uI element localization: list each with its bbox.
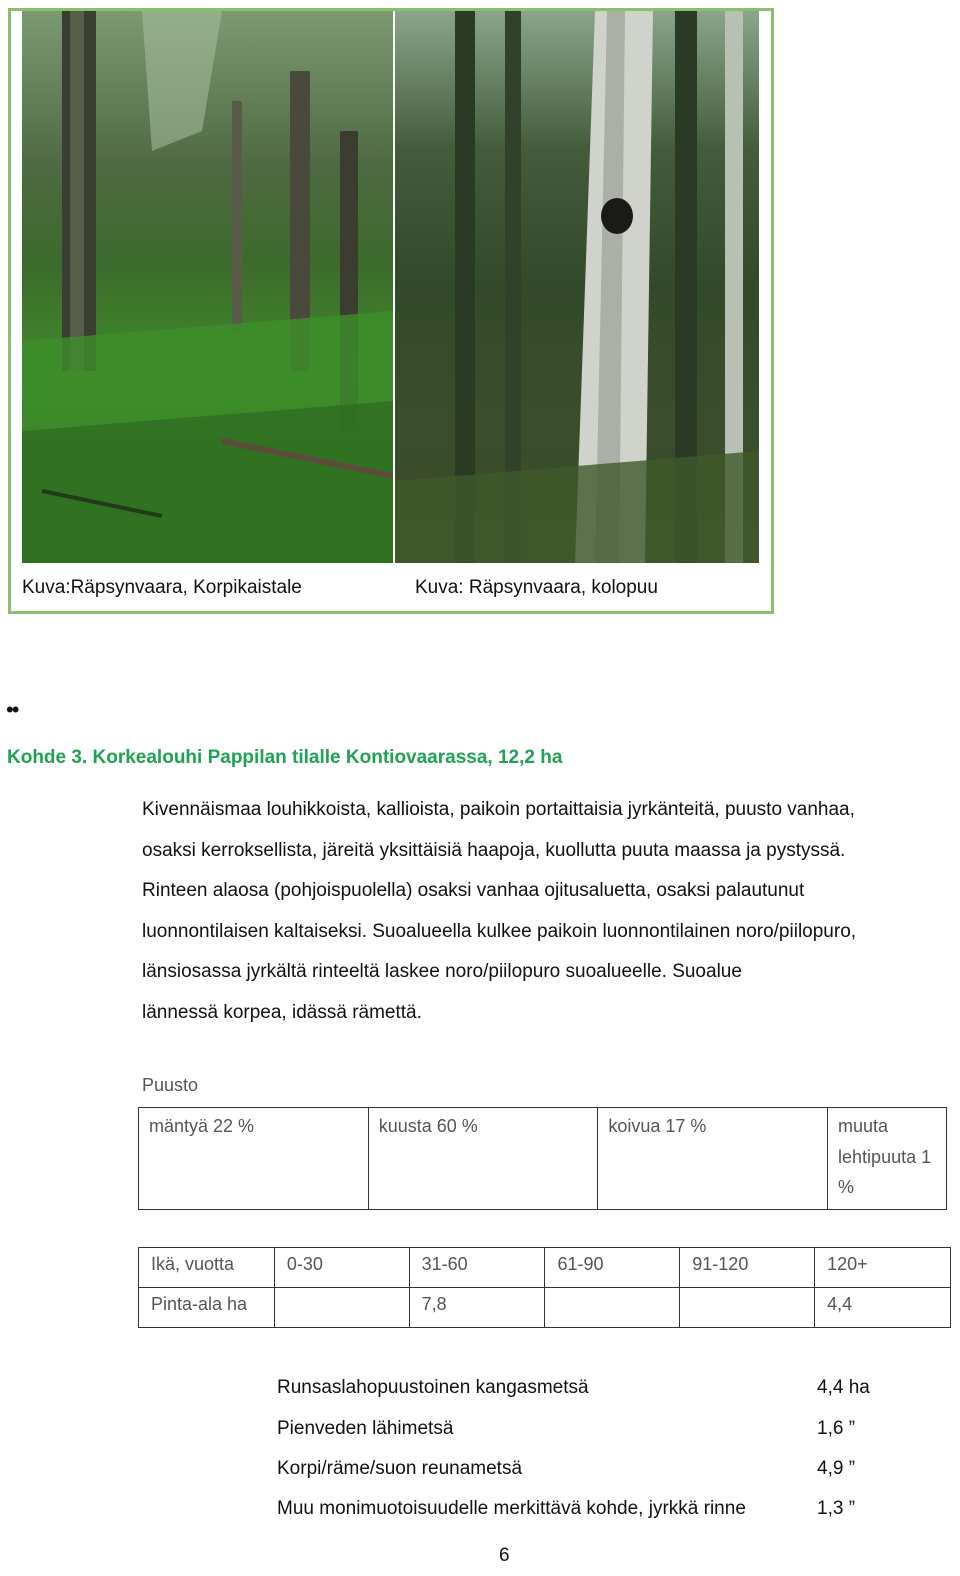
table-row — [139, 1248, 951, 1288]
table-row — [139, 1108, 947, 1210]
photo-frame — [8, 8, 774, 614]
table-header-cell: 61-90 — [545, 1248, 680, 1288]
table-row — [139, 1288, 951, 1328]
forest-photo-drawing — [22, 11, 393, 563]
habitat-value: 4,4 ha — [817, 1377, 870, 1398]
table-cell: Pinta-ala ha — [139, 1288, 275, 1328]
photo-caption-right: Kuva: Räpsynvaara, kolopuu — [415, 577, 658, 598]
puusto-label: Puusto — [142, 1075, 199, 1095]
table-cell: 4,4 — [815, 1288, 951, 1328]
species-cell: muuta lehtipuuta 1 % — [828, 1108, 947, 1210]
table-header-cell: 31-60 — [409, 1248, 545, 1288]
table-header-cell: 0-30 — [274, 1248, 409, 1288]
species-cell: mäntyä 22 % — [139, 1108, 369, 1210]
description-paragraph — [142, 790, 952, 1033]
habitat-value: 1,6 ” — [817, 1418, 856, 1439]
page-number: 6 — [499, 1545, 510, 1566]
table-header-cell: 91-120 — [680, 1248, 815, 1288]
photo-caption-left: Kuva:Räpsynvaara, Korpikaistale — [22, 577, 302, 598]
species-cell: koivua 17 % — [598, 1108, 828, 1210]
table-header-cell: 120+ — [815, 1248, 951, 1288]
paragraph-line: Kivennäismaa louhikkoista, kallioista, paikoin portaittaisia jyrkänteitä, puusto vanhaa, — [142, 799, 855, 820]
species-cell: kuusta 60 % — [368, 1108, 598, 1210]
paragraph-line: osaksi kerroksellista, järeitä yksittäisiä haapoja, kuollutta puuta maassa ja pystyssä. — [142, 839, 846, 861]
habitat-name: Muu monimuotoisuudelle merkittävä kohde, jyrkkä rinne — [277, 1498, 746, 1519]
table-cell — [274, 1288, 409, 1328]
paragraph-line: lännessä korpea, idässä rämettä. — [142, 1001, 422, 1023]
paragraph-line: Rinteen alaosa (pohjoispuolella) osaksi vanhaa ojitusaluetta, osaksi palautunut — [142, 880, 805, 901]
habitat-name: Korpi/räme/suon reunametsä — [277, 1458, 523, 1479]
table-cell — [680, 1288, 815, 1328]
bullet-marks: •• — [6, 697, 18, 722]
table-header-cell: Ikä, vuotta — [139, 1248, 275, 1288]
cavity-tree-photo-drawing — [395, 11, 759, 563]
paragraph-line: länsiosassa jyrkältä rinteeltä laskee noro/piilopuro suoalueelle. Suoalue — [142, 961, 742, 982]
paragraph-line: luonnontilaisen kaltaiseksi. Suoalueella kulkee paikoin luonnontilainen noro/piilopuro, — [142, 920, 857, 942]
age-area-table — [138, 1247, 951, 1328]
table-cell: 7,8 — [409, 1288, 545, 1328]
habitat-value: 1,3 ” — [817, 1498, 856, 1519]
habitat-name: Runsaslahopuustoinen kangasmetsä — [277, 1377, 589, 1398]
photo-cavity-tree — [395, 11, 759, 563]
habitat-name: Pienveden lähimetsä — [277, 1418, 454, 1439]
table-cell — [545, 1288, 680, 1328]
section-heading: Kohde 3. Korkealouhi Pappilan tilalle Kontiovaarassa, 12,2 ha — [7, 747, 563, 768]
photo-forest-strip — [22, 11, 393, 563]
species-table — [138, 1107, 947, 1210]
habitat-value: 4,9 ” — [817, 1458, 856, 1479]
